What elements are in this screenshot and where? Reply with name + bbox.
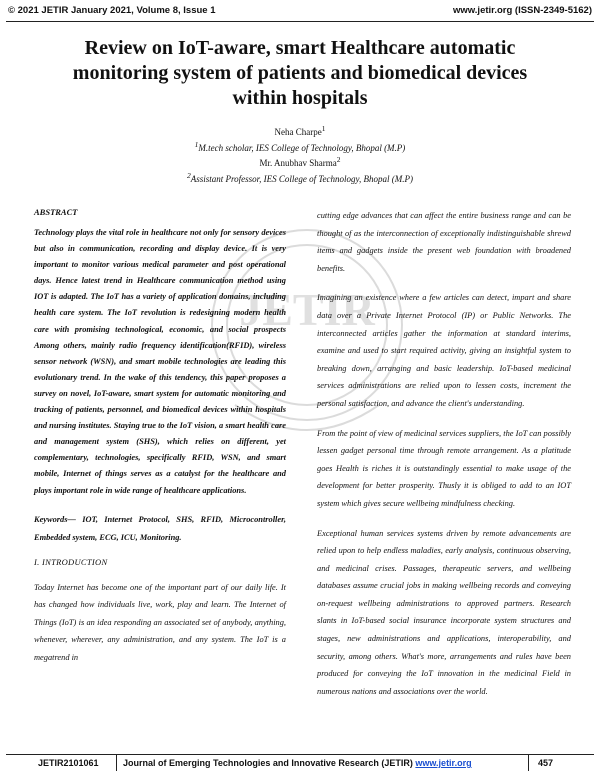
footer-journal-link[interactable]: www.jetir.org [415,758,472,768]
affiliation-1: $^1$M.tech scholar, IES College of Technology, Bhopal (M.P) [194,139,406,153]
paper-title [20,36,580,111]
abstract-heading: ABSTRACT [34,207,78,217]
header-website-issn: www.jetir.org (ISSN-2349-5162) [452,5,592,16]
author-2: Mr. Anubhav Sharma$^2$ [259,155,341,168]
introduction-heading: I. INTRODUCTION [34,556,108,567]
footer-divider [528,755,529,771]
page-number: 457 [538,758,554,768]
title-line-2: monitoring system of patients and biomedical devices [72,62,528,84]
affiliation-2: $^2$Assistant Professor, IES College of Technology, Bhopal (M.P) [186,170,414,184]
right-paragraph-2: Imagining an existence where a few articles can detect, impart and share data over a Private Internet Protocol (IP) or Public Networks. The interconnected articles gather the information at standard interims, examine and used to start required activity, giving an insightful system to breaking down, arranging and basic leadership. IoT-based medicinal services administrations are relied upon to lessen costs, increment the personal satisfaction, and advance the client's understanding. [317,293,571,408]
title-line-3: within hospitals [232,87,368,109]
intro-paragraph-1: Today Internet has become one of the important part of our daily life. It has changed how individuals live, work, play and learn. The Internet of Things (IoT) is an idea responding an associated set of anybody, anything, whenever, wherever, any administration, and any system. The IoT is a megatrend in [34,582,286,662]
left-column [34,207,286,667]
right-column [317,207,571,700]
abstract-text: Technology plays the vital role in healthcare not only for sensory devices but also in communication, recording and display device. It is very important to monitor various medical parameter and post operational days. Hence latest trend in Healthcare communication method using IOT is adapted. The IoT has a variety of application domains, including health care system. The IoT revolution is redesigning modern health care with promising technological, economic, and social prospects Among others, mainly radio frequency identification(RFID), wireless sensor network (WSN), and smart mobile technologies are leading this evolutionary trend. In the wake of this tendency, this paper proposes a survey on novel, IoT-aware, smart system for automatic monitoring and tracking of patients, personnel, and biomedical devices within hospitals and nursing institutes. Staying true to the IoT vision, a smart health care and management system (SHS), which relies on different, yet complementary, technologies, specifically RFID, WSN, and smart mobile, Internet of things serves as a catalyst for the healthcare and plays important role in wide range of healthcare applications. [34,228,286,495]
footer-journal: Journal of Emerging Technologies and Innovative Research (JETIR) www.jetir.org [123,758,472,768]
header-issue-info: © 2021 JETIR January 2021, Volume 8, Issue 1 [8,5,216,16]
footer-rule [6,754,594,755]
page-footer [8,758,592,772]
footer-paper-id: JETIR2101061 [38,758,99,768]
right-paragraph-1: cutting edge advances that can affect the entire business range and can be thought of as the interconnection of exceptionally indistinguishable shrewd items and gadgets inside the present web foundation with broadened benefits. [317,211,571,273]
footer-divider [116,755,117,771]
right-paragraph-3: From the point of view of medicinal services suppliers, the IoT can possibly lessen gadget personal time through remote arrangement. As a platitude goes Health is riches it is outstandingly essential to make usage of the development for better prosperity. Thusly it is obliged to add to an IOT system which gives secure wellbeing mindfulness checking. [317,428,571,508]
page-header [8,5,592,19]
title-line-1: Review on IoT-aware, smart Healthcare automatic [84,37,516,59]
right-paragraph-4: Exceptional human services systems driven by remote advancements are relied upon to help endless maladies, early analysis, continuous observing, and medicinal crises. Passages, therapeutic servers, and wellbeing databases assume crucial jobs in making wellbeing records and conveying on-request wellbeing administrations to approved partners. Research slants in IoT-based social insurance incorporate system structures and stages, new administrations and applications, interoperability, and security, among others. What's more, arrangements and rules have been produced for conveying the IoT innovation in the medicinal Field in numerous nations and associations over the world. [317,528,571,696]
author-block [40,123,560,185]
author-1: Neha Charpe$^1$ [274,124,326,137]
keywords: Keywords— IOT, Internet Protocol, SHS, RFID, Microcontroller, Embedded system, ECG, ICU, Monitoring. [34,514,286,542]
header-rule [6,21,594,22]
watermark-text: JETIR [239,284,375,335]
